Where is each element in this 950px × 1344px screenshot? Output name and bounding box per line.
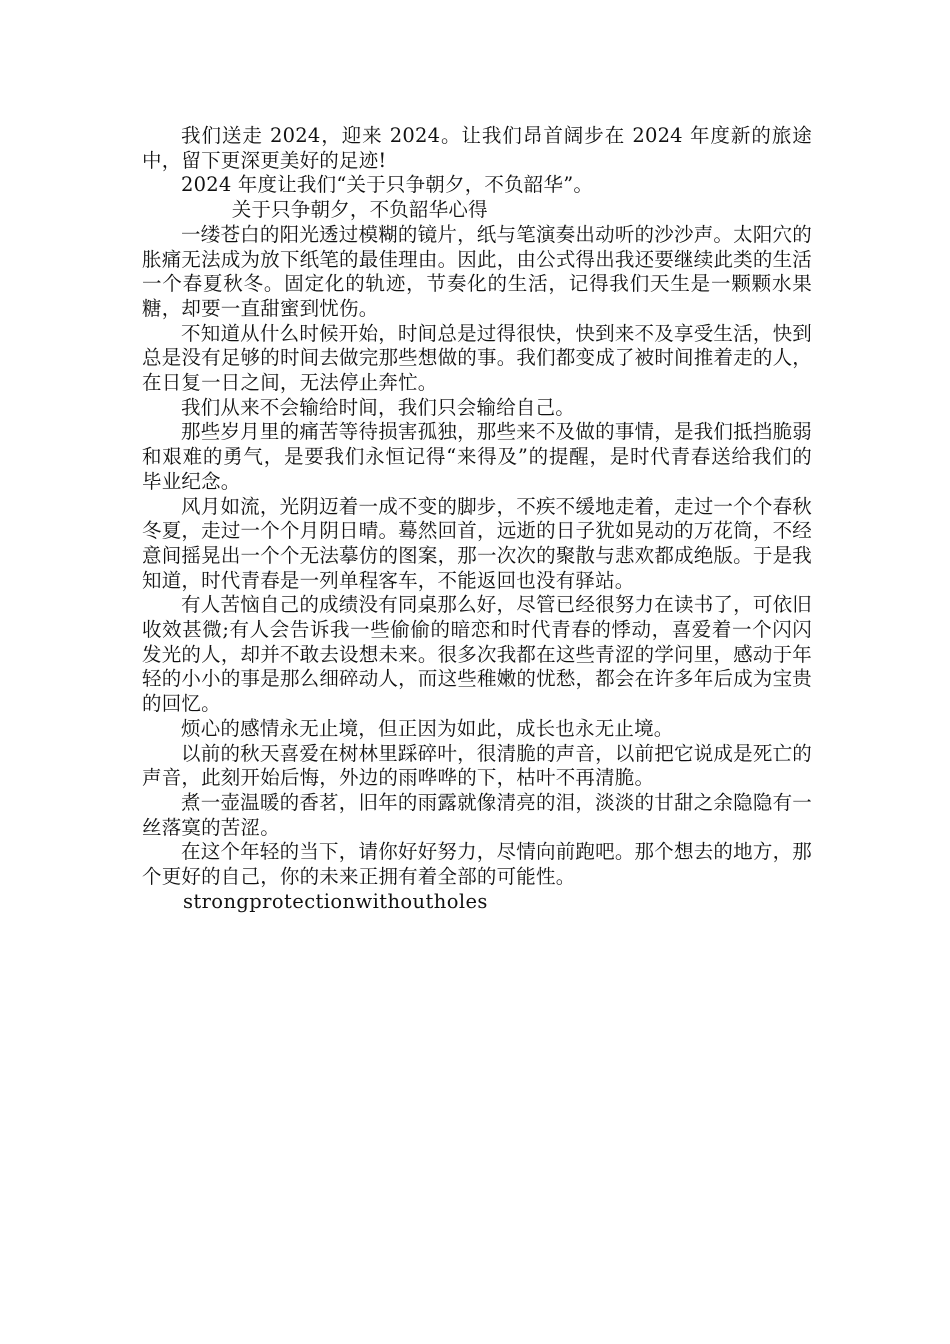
body-paragraph: 一缕苍白的阳光透过模糊的镜片，纸与笔演奏出动听的沙沙声。太阳穴的胀痛无法成为放下纸笔的最佳理由。因此，由公式得出我还要继续此类的生活一个春夏秋冬。固定化的轨迹，节奏化的生活，记得我们天生是一颗颗水果糖，却要一直甜蜜到忧伤。 bbox=[142, 222, 812, 320]
body-paragraph: 有人苦恼自己的成绩没有同桌那么好，尽管已经很努力在读书了，可依旧收效甚微;有人会告诉我一些偷偷的暗恋和时代青春的悸动，喜爱着一个闪闪发光的人，却并不敢去设想未来。很多次我都在这些青涩的学问里，感动于年轻的小小的事是那么细碎动人，而这些稚嫩的忧愁，都会在许多年后成为宝贵的回忆。 bbox=[142, 593, 812, 716]
body-paragraph: 风月如流，光阴迈着一成不变的脚步，不疾不缓地走着，走过一个个春秋冬夏，走过一个个月阴日晴。蓦然回首，远逝的日子犹如晃动的万花筒，不经意间摇晃出一个个无法摹仿的图案，那一次次的聚散与悲欢都成绝版。于是我知道，时代青春是一列单程客车，不能返回也没有驿站。 bbox=[142, 494, 812, 592]
essay-title: 关于只争朝夕，不负韶华心得 bbox=[231, 198, 488, 222]
body-paragraph: 那些岁月里的痛苦等待损害孤独，那些来不及做的事情，是我们抵挡脆弱和艰难的勇气，是要我们永恒记得“来得及”的提醒，是时代青春送给我们的毕业纪念。 bbox=[142, 420, 812, 493]
body-paragraph: 我们从来不会输给时间，我们只会输给自己。 bbox=[181, 395, 576, 419]
body-paragraph: 烦心的感情永无止境，但正因为如此，成长也永无止境。 bbox=[181, 716, 674, 740]
intro-line: 2024 年度让我们“关于只争朝夕，不负韶华”。 bbox=[181, 173, 594, 197]
closing-line: strongprotectionwithoutholes bbox=[182, 889, 488, 913]
intro-paragraph: 我们送走 2024，迎来 2024。让我们昂首阔步在 2024 年度新的旅途中，留下更深更美好的足迹! bbox=[142, 124, 812, 172]
body-paragraph: 煮一壶温暖的香茗，旧年的雨露就像清亮的泪，淡淡的甘甜之余隐隐有一丝落寞的苦涩。 bbox=[142, 790, 812, 839]
document-body bbox=[142, 124, 812, 915]
body-paragraph: 不知道从什么时候开始，时间总是过得很快，快到来不及享受生活，快到总是没有足够的时间去做完那些想做的事。我们都变成了被时间推着走的人，在日复一日之间，无法停止奔忙。 bbox=[142, 321, 812, 395]
body-paragraph: 在这个年轻的当下，请你好好努力，尽情向前跑吧。那个想去的地方，那个更好的自己，你的未来正拥有着全部的可能性。 bbox=[142, 840, 812, 889]
body-paragraph: 以前的秋天喜爱在树林里踩碎叶，很清脆的声音，以前把它说成是死亡的声音，此刻开始后悔，外边的雨哗哗的下，枯叶不再清脆。 bbox=[142, 741, 812, 790]
